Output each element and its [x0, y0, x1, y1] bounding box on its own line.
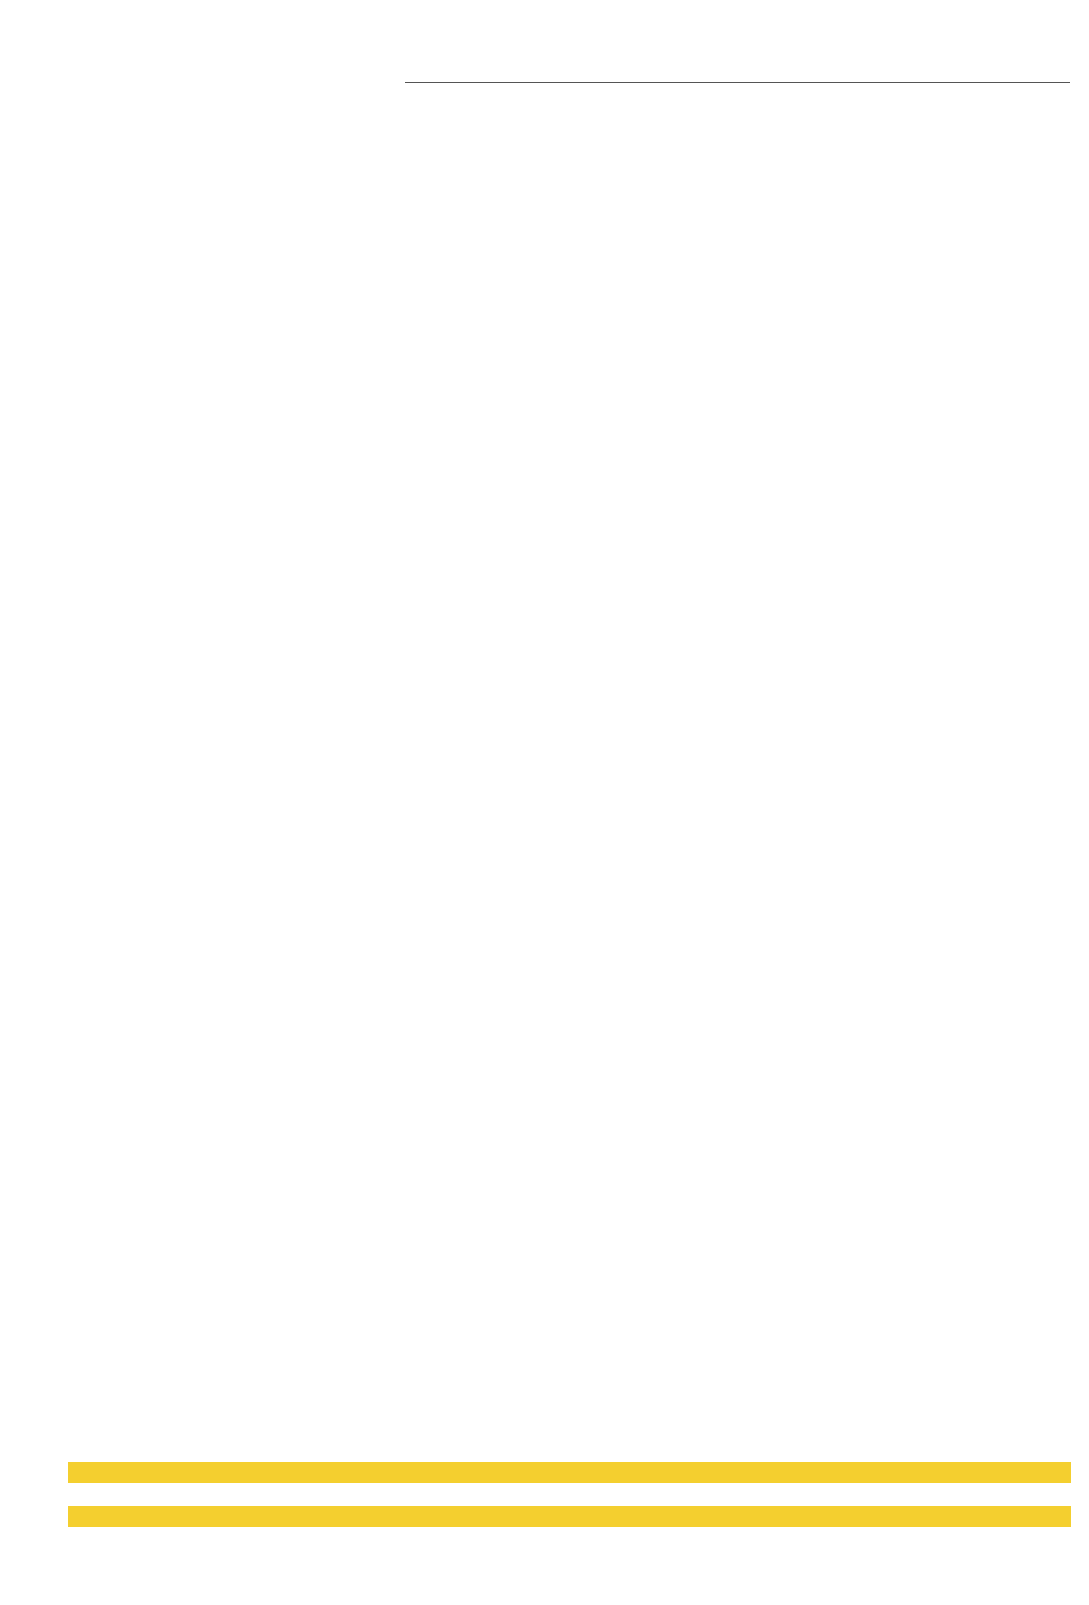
- ornament-middle-band: [68, 1483, 1071, 1506]
- decorative-ornament-band: [68, 1462, 1071, 1527]
- header-rule: [405, 82, 1070, 83]
- page-header: [0, 0, 1089, 100]
